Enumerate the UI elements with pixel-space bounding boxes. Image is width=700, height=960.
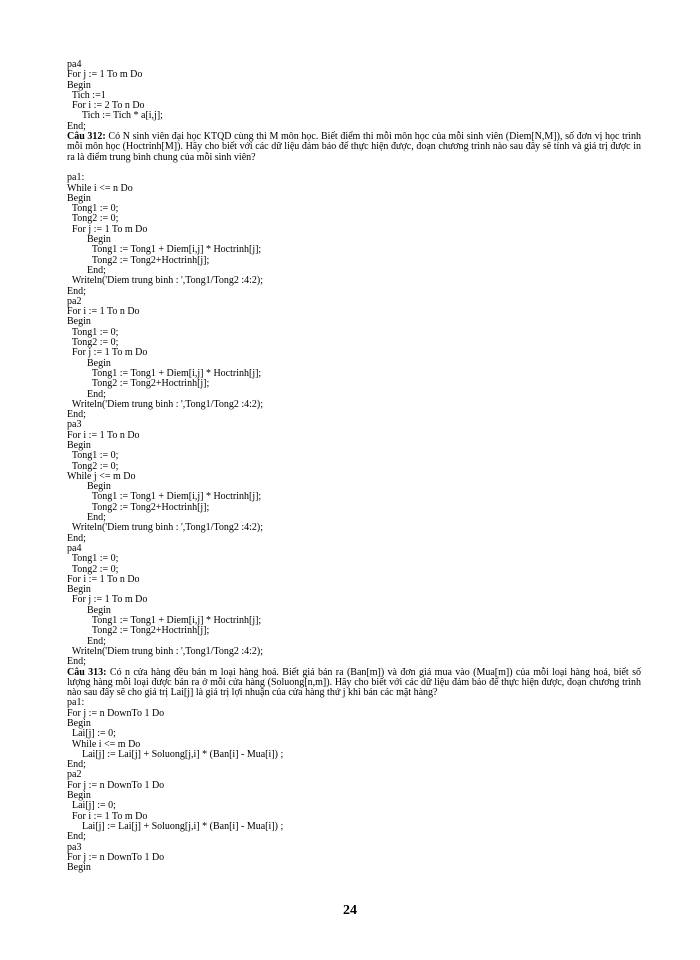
code-line: End; <box>67 656 86 668</box>
code-line: Begin <box>67 79 91 91</box>
question-313-number: Câu 313: <box>67 666 107 678</box>
code-line: Tong1 := Tong1 + Diem[i,j] * Hoctrinh[j]; <box>67 491 262 503</box>
code-line: Begin <box>67 357 111 369</box>
code-line: For i := 1 To m Do <box>67 810 148 822</box>
code-line: Tong2 := Tong2+Hoctrinh[j]; <box>67 501 210 513</box>
code-line: For i := 2 To n Do <box>67 100 145 112</box>
code-line: Begin <box>67 234 111 246</box>
code-line: End; <box>67 285 86 297</box>
code-line: While j <= m Do <box>67 470 136 482</box>
code-line: Tong1 := Tong1 + Diem[i,j] * Hoctrinh[j]; <box>67 615 262 627</box>
code-line: Lai[j] := 0; <box>67 728 116 740</box>
code-line: End; <box>67 120 86 132</box>
code-line: End; <box>67 409 86 421</box>
page-number: 24 <box>343 903 357 918</box>
code-line: Begin <box>67 862 91 874</box>
code-line: Tong1 := 0; <box>67 553 119 565</box>
code-line: For j := n DownTo 1 Do <box>67 779 165 791</box>
code-line: pa4 <box>67 542 82 554</box>
code-line: While i <= m Do <box>67 738 141 750</box>
code-line: pa1: <box>67 697 85 709</box>
code-line: While i <= n Do <box>67 182 133 194</box>
code-line: Lai[j] := Lai[j] + Soluong[j,i] * (Ban[i] - Mua[i]) ; <box>67 820 284 832</box>
code-line: Begin <box>67 316 91 328</box>
code-line: End; <box>67 635 106 647</box>
code-line: For j := 1 To m Do <box>67 223 148 235</box>
code-line: Tich :=1 <box>67 89 106 101</box>
code-line: Tich := Tich * a[i,j]; <box>67 110 163 122</box>
question-312-number: Câu 312: <box>67 131 106 143</box>
code-line: Begin <box>67 439 91 451</box>
code-line: Begin <box>67 604 111 616</box>
code-line: For j := 1 To m Do <box>67 347 148 359</box>
code-line: pa2 <box>67 295 82 307</box>
code-line: pa3 <box>67 419 82 431</box>
code-line: Writeln('Diem trung binh : ',Tong1/Tong2 :4:2); <box>67 398 264 410</box>
code-block-q311-pa4 <box>67 60 641 132</box>
code-line: pa4 <box>67 59 82 70</box>
code-line: Writeln('Diem trung binh : ',Tong1/Tong2 :4:2); <box>67 645 264 657</box>
question-313 <box>67 668 641 699</box>
blank-line <box>67 163 641 173</box>
code-line: Tong1 := Tong1 + Diem[i,j] * Hoctrinh[j]; <box>67 244 262 256</box>
page-content <box>67 60 641 873</box>
code-line: Begin <box>67 584 91 596</box>
code-line: Lai[j] := Lai[j] + Soluong[j,i] * (Ban[i] - Mua[i]) ; <box>67 748 284 760</box>
code-line: Writeln('Diem trung binh : ',Tong1/Tong2 :4:2); <box>67 522 264 534</box>
code-line: Begin <box>67 481 111 493</box>
code-line: End; <box>67 532 86 544</box>
question-312-text: Có N sinh viên đại học KTQD cùng thi M môn học. Biết điểm thi mỗi môn học của mỗi sinh viên (Diem[N,M]), số đơn vị học trình mỗi môn học (Hoctrinh[M]). Hãy cho biết với các dữ liệu đảm bảo để thực hiện được, đoạn chương trình nào sau đây sẽ tính và giá trị được in ra là điểm trung bình chung của mỗi sinh viên? <box>67 131 641 163</box>
code-line: Tong2 := Tong2+Hoctrinh[j]; <box>67 254 210 266</box>
code-line: Tong2 := 0; <box>67 337 119 349</box>
code-line: pa2 <box>67 769 82 781</box>
code-line: Tong1 := Tong1 + Diem[i,j] * Hoctrinh[j]; <box>67 367 262 379</box>
code-line: Tong1 := 0; <box>67 450 119 462</box>
code-line: Tong1 := 0; <box>67 203 119 215</box>
code-line: For i := 1 To n Do <box>67 573 140 585</box>
code-line: End; <box>67 759 86 771</box>
code-line: For j := n DownTo 1 Do <box>67 851 165 863</box>
code-line: Writeln('Diem trung binh : ',Tong1/Tong2 :4:2); <box>67 275 264 287</box>
code-line: For j := 1 To m Do <box>67 69 143 81</box>
question-312 <box>67 132 641 163</box>
code-line: pa3 <box>67 841 82 853</box>
code-line: For j := 1 To m Do <box>67 594 148 606</box>
code-block-q313-options <box>67 698 641 873</box>
code-line: For j := n DownTo 1 Do <box>67 707 165 719</box>
code-line: For i := 1 To n Do <box>67 429 140 441</box>
code-line: Begin <box>67 790 91 802</box>
code-line: End; <box>67 388 106 400</box>
code-line: For i := 1 To n Do <box>67 306 140 318</box>
question-313-text: Có n cửa hàng đều bán m loại hàng hoá. Biết giá bán ra (Ban[m]) và đơn giá mua vào (Mua[m]) của mỗi loại hàng hoá, biết số lượng hàng mỗi loại được bán ra ở mỗi cửa hàng (Soluong[n,m]). Hãy cho biết với các dữ liệu đảm bảo để thực hiện được, đoạn chương trình nào sau đây sẽ cho giá trị Lai[j] là giá trị lợi nhuận của cửa hàng thứ j khi bán các mặt hàng? <box>67 666 641 699</box>
code-line: Begin <box>67 192 91 204</box>
code-line: pa1: <box>67 172 85 184</box>
code-line: End; <box>67 264 106 276</box>
code-line: Tong2 := Tong2+Hoctrinh[j]; <box>67 378 210 390</box>
code-block-q312-options <box>67 173 641 667</box>
code-line: Begin <box>67 718 91 729</box>
code-line: Tong2 := 0; <box>67 563 119 575</box>
code-line: Tong2 := Tong2+Hoctrinh[j]; <box>67 625 210 637</box>
code-line: Tong1 := 0; <box>67 326 119 338</box>
code-line: Tong2 := 0; <box>67 213 119 225</box>
code-line: Lai[j] := 0; <box>67 800 116 812</box>
code-line: Tong2 := 0; <box>67 460 119 472</box>
code-line: End; <box>67 512 106 524</box>
code-line: End; <box>67 831 86 843</box>
